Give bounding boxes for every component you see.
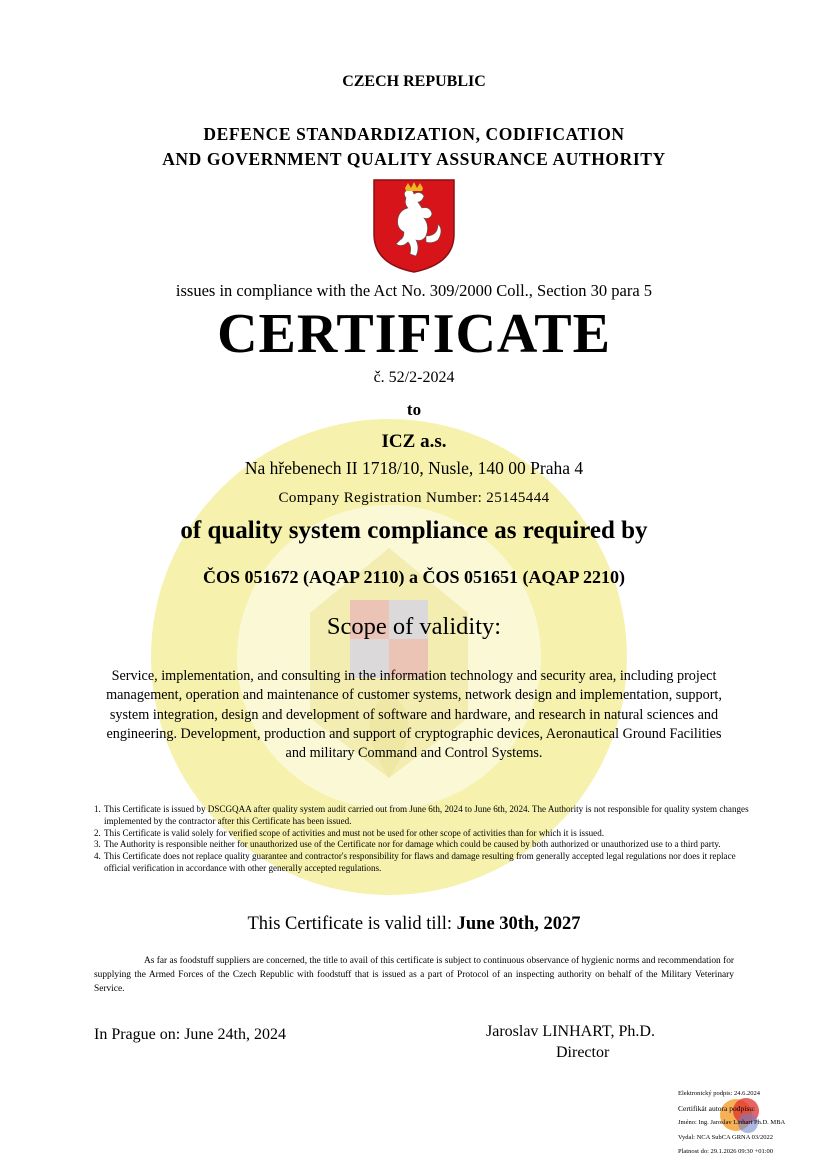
note-item (94, 804, 754, 828)
note-number: 1. (94, 804, 101, 814)
issues-statement: issues in compliance with the Act No. 309/2000 Coll., Section 30 para 5 (175, 281, 653, 300)
electronic-signature-block (678, 1087, 828, 1160)
company-registration: Company Registration Number: 25145444 (278, 490, 550, 506)
note-text: This Certificate is issued by DSCGQAA after quality system audit carried out from June 6th, 2024 to June 6th, 2024. The Authority is not responsible for quality system changes implemented by the contractor after this Certificate has been issued. (104, 804, 749, 826)
notes-list (94, 804, 754, 875)
signatory-name: Jaroslav LINHART, Ph.D. (486, 1023, 655, 1040)
signatory-title: Director (556, 1044, 610, 1061)
certificate-number: č. 52/2-2024 (373, 369, 455, 386)
note-item (94, 839, 754, 851)
foodstuff-note: As far as foodstuff suppliers are concerned, the title to avail of this certificate is subject to continuous observance of hygienic norms and recommendation for supplying the Armed Forces of the Czech Republic with foodstuff that is issued as a part of Protocol of an inspecting authority on behalf of the Military Veterinary Service. (94, 956, 735, 994)
esign-line-5: Platnost do: 29.1.2026 09:30 +01:00 (678, 1148, 774, 1155)
note-text: This Certificate is valid solely for verified scope of activities and must not be used for other scope of activities than for which it is issued. (104, 827, 605, 838)
compliance-heading: of quality system compliance as required by (180, 517, 648, 544)
note-item (94, 828, 754, 840)
note-item (94, 851, 754, 875)
company-address: Na hřebenech II 1718/10, Nusle, 140 00 Praha 4 (244, 458, 584, 478)
esign-line-2: Certifikát autora podpisu: (678, 1103, 756, 1113)
scope-text: Service, implementation, and consulting in the information technology and security area, including project management, operation and maintenance of customer systems, network design and implementation, support, system integration, design and development of software and hardware, and research in natural sciences and engineering. Development, production and support of cryptographic devices, Aeronautical Ground Facilities and military Command and Control Systems. (106, 668, 722, 762)
coat-of-arms-emblem (372, 178, 456, 274)
validity-prefix: This Certificate is valid till: (247, 914, 452, 934)
authority-line-1: DEFENCE STANDARDIZATION, CODIFICATION (203, 124, 625, 144)
validity-statement (0, 914, 828, 935)
certificate-title: CERTIFICATE (217, 303, 611, 365)
authority-heading (0, 122, 828, 172)
scope-heading: Scope of validity: (326, 613, 502, 640)
company-name: ICZ a.s. (381, 431, 447, 452)
note-number: 4. (94, 851, 101, 862)
note-text: The Authority is responsible neither for unauthorized use of the Certificate nor for damage which could be caused by both authorized or unauthorized use to a third party. (104, 839, 721, 850)
country-heading: CZECH REPUBLIC (342, 73, 486, 90)
esign-line-1: Elektronický podpis: 24.6.2024 (678, 1090, 760, 1097)
note-number: 2. (94, 827, 101, 838)
place-and-date: In Prague on: June 24th, 2024 (94, 1026, 286, 1043)
validity-date: June 30th, 2027 (456, 914, 581, 934)
note-number: 3. (94, 839, 101, 850)
esign-line-3: Jméno: Ing. Jaroslav Linhart Ph.D. MBA (678, 1119, 786, 1126)
esign-line-4: Vydal: NCA SubCA GRNA 03/2022 (678, 1133, 773, 1141)
to-label: to (406, 400, 422, 419)
standards-line: ČOS 051672 (AQAP 2110) a ČOS 051651 (AQAP 2210) (202, 567, 625, 587)
note-text: This Certificate does not replace quality guarantee and contractor's responsibility for flaws and damage resulting from generally accepted legal regulations nor does it replace official verification in accordance with other generally accepted regulations. (104, 851, 736, 873)
authority-line-2: AND GOVERNMENT QUALITY ASSURANCE AUTHORITY (162, 149, 666, 169)
